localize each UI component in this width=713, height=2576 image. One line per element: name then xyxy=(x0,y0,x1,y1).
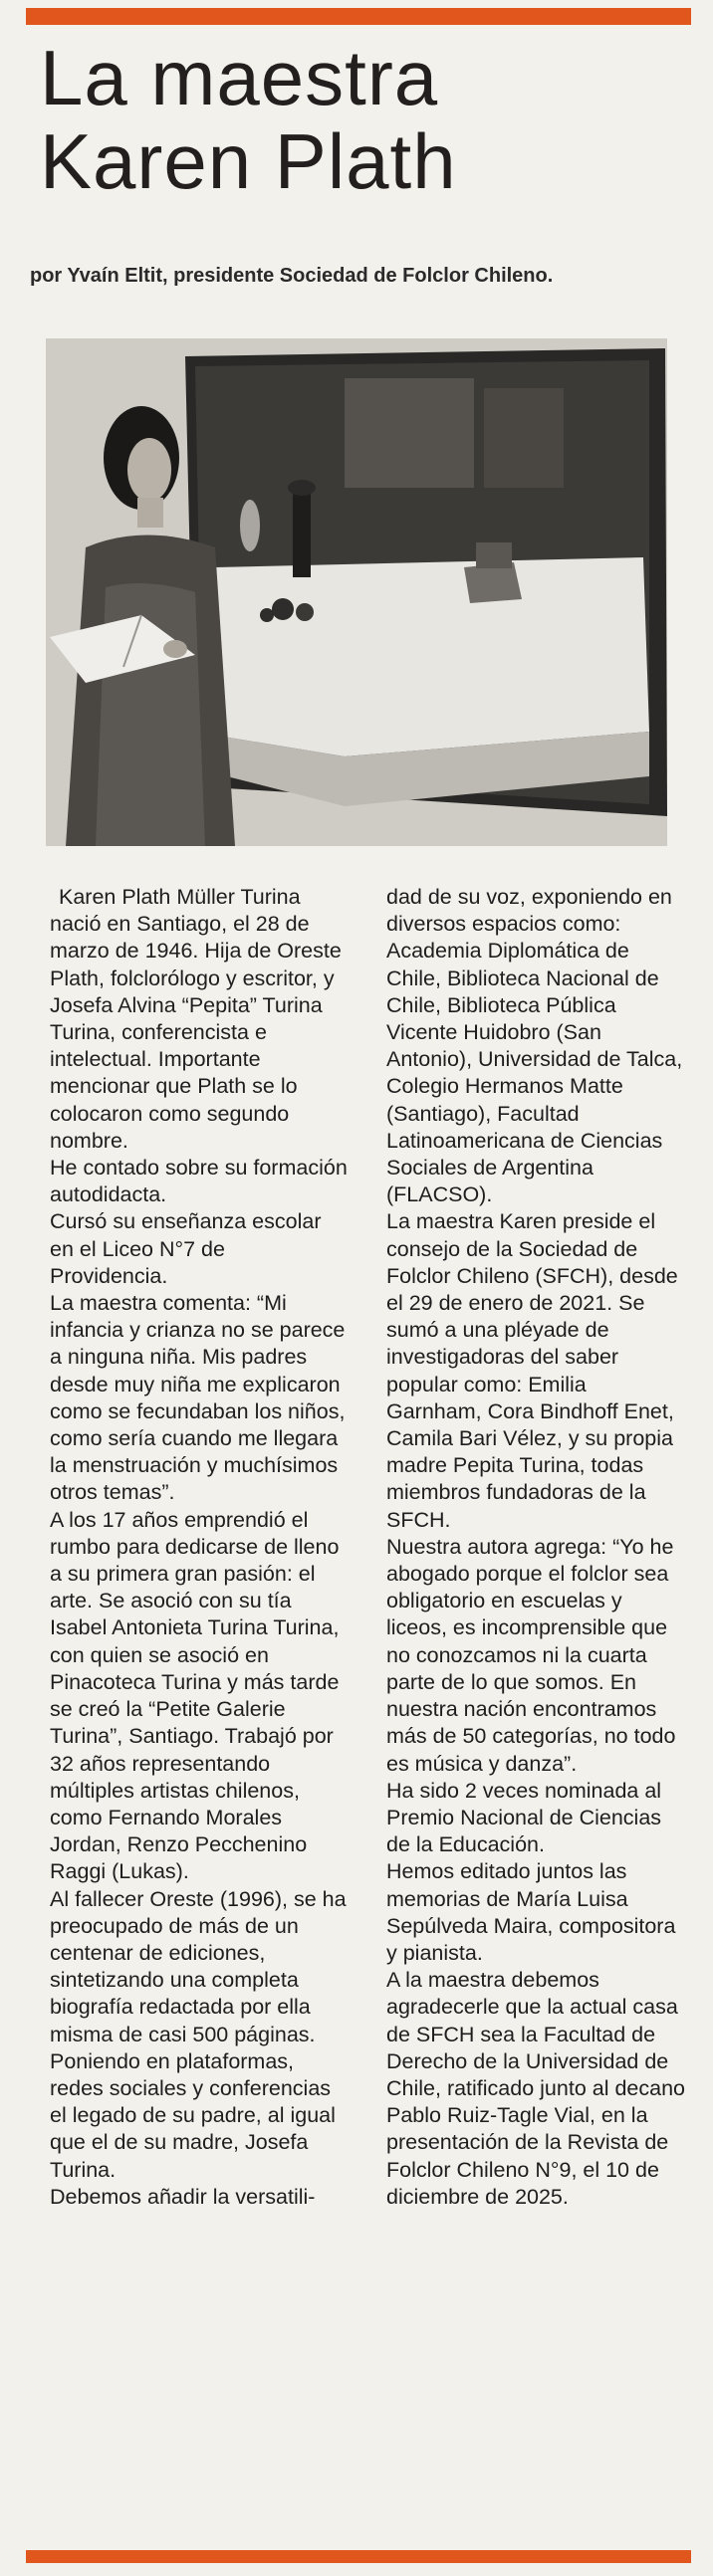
article-photo xyxy=(46,338,667,846)
column-right xyxy=(386,884,685,2211)
right-paragraph-3: Nuestra autora agrega: “Yo he abogado porque el folclor sea obligatorio en escuelas y liceos, es incomprensible que no conozcamos ni la cuarta parte de lo que somos. En nuestra nación encontramos más de 50 categorías, no todo es música y danza”. xyxy=(386,1534,676,1776)
column-left xyxy=(50,884,349,2211)
left-paragraph-6: Al fallecer Oreste (1996), se ha preocupado de más de un centenar de ediciones, sintetizando una completa biografía redactada por ella misma de casi 500 páginas. xyxy=(50,1886,347,2046)
right-paragraph-5: Hemos editado juntos las memorias de María Luisa Sepúlveda Maira, compositora y pianista. xyxy=(386,1859,676,1965)
left-paragraph-3: Cursó su enseñanza escolar en el Liceo N°7 de Providencia. xyxy=(50,1209,322,1288)
article-byline: por Yvaín Eltit, presidente Sociedad de Folclor Chileno. xyxy=(30,265,554,287)
right-paragraph-2: La maestra Karen preside el consejo de la Sociedad de Folclor Chileno (SFCH), desde el 29 de enero de 2021. Se sumó a una pléyade de investigadoras del saber popular como: Emilia Garnham, Cora Bindhoff Enet, Camila Bari Vélez, y su propia madre Pepita Turina, todas miembros fundadoras de la SFCH. xyxy=(386,1209,678,1532)
right-paragraph-1: dad de su voz, exponiendo en diversos espacios como: Academia Diplomática de Chile, Biblioteca Nacional de Chile, Biblioteca Pública Vicente Huidobro (San Antonio), Universidad de Talca, Colegio Hermanos Matte (Santiago), Facultad Latinoamericana de Ciencias Sociales de Argentina (FLACSO). xyxy=(386,885,683,1207)
left-paragraph-1: Karen Plath Müller Turina nació en Santiago, el 28 de marzo de 1946. Hija de Oreste Plath, folclorólogo y escritor, y Josefa Alvina “Pepita” Turina Turina, conferencista e intelectual. Importante mencionar que Plath se lo colocaron como segundo nombre. xyxy=(50,885,342,1153)
headline-line-2: Karen Plath xyxy=(40,117,457,205)
top-accent-rule xyxy=(26,8,691,25)
left-paragraph-4: La maestra comenta: “Mi infancia y crianza no se parece a ninguna niña. Mis padres desde muy niña me explicaron como se fecundaban los niños, como sería cuando me llegara la menstruación y muchísimos otros temas”. xyxy=(50,1291,346,1505)
painting-tablecloth xyxy=(215,557,649,756)
left-paragraph-8: Debemos añadir la versatili- xyxy=(50,2184,316,2209)
article-headline xyxy=(40,36,687,203)
figure-face xyxy=(127,438,171,502)
left-paragraph-2: He contado sobre su formación autodidacta. xyxy=(50,1156,348,1207)
headline-line-1: La maestra xyxy=(40,34,439,121)
left-paragraph-7: Poniendo en plataformas, redes sociales y conferencias el legado de su padre, al igual que el de su madre, Josefa Turina. xyxy=(50,2048,336,2182)
left-paragraph-5: A los 17 años emprendió el rumbo para dedicarse de lleno a su primera gran pasión: el arte. Se asoció con su tía Isabel Antonieta Turina Turina, con quien se asoció en Pinacoteca Turina y más tarde se creó la “Petite Galerie Turina”, Santiago. Trabajó por 32 años representando múltiples artistas chilenos, como Fernando Morales Jordan, Renzo Pecchenino Raggi (Lukas). xyxy=(50,1507,340,1884)
right-paragraph-4: Ha sido 2 veces nominada al Premio Nacional de Ciencias de la Educación. xyxy=(386,1778,662,1857)
right-paragraph-6: A la maestra debemos agradecerle que la actual casa de SFCH sea la Facultad de Derecho de la Universidad de Chile, ratificado junto al decano Pablo Ruiz-Tagle Vial, en la presentación de la Revista de Folclor Chileno N°9, el 10 de diciembre de 2025. xyxy=(386,1968,685,2209)
photo-illustration xyxy=(46,338,667,846)
bottom-accent-rule xyxy=(26,2550,691,2563)
